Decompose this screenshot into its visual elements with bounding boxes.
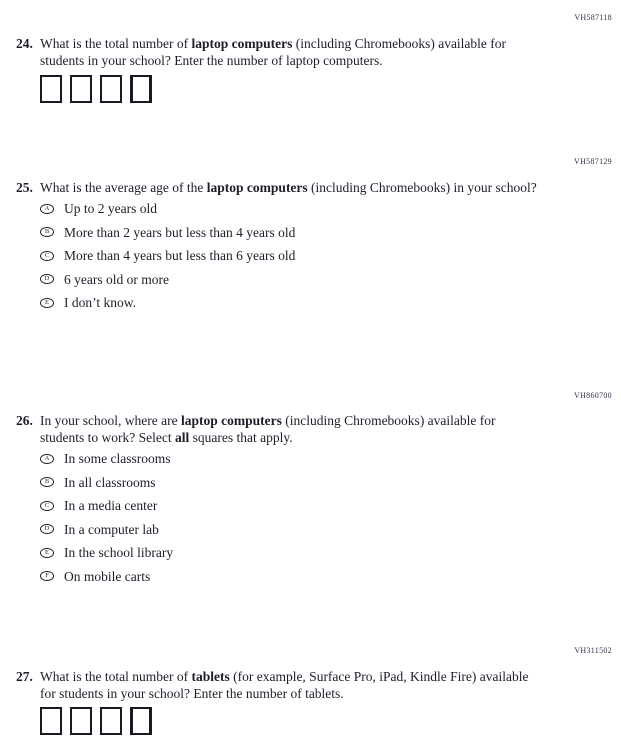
answer-bubble-icon[interactable]: A	[40, 454, 54, 464]
answer-options	[40, 447, 612, 588]
digit-entry-box[interactable]	[130, 707, 152, 735]
question-number: 25.	[16, 180, 33, 195]
answer-bubble-icon[interactable]: E	[40, 548, 54, 558]
question-27	[16, 646, 612, 735]
question-24	[16, 13, 612, 103]
option-row[interactable]	[40, 221, 612, 245]
answer-bubble-icon[interactable]: D	[40, 274, 54, 284]
option-label: In some classrooms	[64, 451, 171, 466]
option-label: On mobile carts	[64, 568, 151, 584]
option-row[interactable]	[40, 565, 612, 589]
option-row[interactable]	[40, 447, 612, 471]
answer-options	[40, 197, 612, 315]
option-row[interactable]	[40, 518, 612, 542]
answer-bubble-icon[interactable]: B	[40, 477, 54, 487]
digit-entry-box[interactable]	[40, 707, 62, 735]
question-number: 26.	[16, 413, 33, 428]
question-number: 27.	[16, 669, 33, 684]
option-label: In a media center	[64, 498, 158, 513]
option-label: 6 years old or more	[64, 271, 169, 287]
option-row[interactable]	[40, 541, 612, 565]
option-label: More than 2 years but less than 4 years old	[64, 224, 296, 240]
number-entry-boxes	[40, 707, 612, 735]
digit-entry-box[interactable]	[100, 707, 122, 735]
digit-entry-box[interactable]	[70, 75, 92, 103]
answer-bubble-icon[interactable]: F	[40, 571, 54, 581]
option-row[interactable]	[40, 197, 612, 221]
option-row[interactable]	[40, 471, 612, 495]
answer-bubble-icon[interactable]: B	[40, 227, 54, 237]
answer-bubble-icon[interactable]: E	[40, 298, 54, 308]
digit-entry-box[interactable]	[100, 75, 122, 103]
answer-bubble-icon[interactable]: A	[40, 204, 54, 214]
option-label: In all classrooms	[64, 474, 156, 490]
digit-entry-box[interactable]	[130, 75, 152, 103]
question-code: VH311502	[574, 646, 612, 655]
question-code: VH587129	[574, 157, 612, 166]
option-label: More than 4 years but less than 6 years old	[64, 248, 296, 263]
question-number: 24.	[16, 36, 33, 51]
option-label: I don’t know.	[64, 295, 136, 310]
question-prompt: What is the total number of laptop computers (including Chromebooks) available for students in your school? Enter the number of laptop computers.	[40, 36, 507, 68]
question-prompt: What is the total number of tablets (for example, Surface Pro, iPad, Kindle Fire) available for students in your school? Enter the number of tablets.	[40, 669, 529, 701]
digit-entry-box[interactable]	[70, 707, 92, 735]
option-label: In a computer lab	[64, 521, 159, 537]
question-code: VH587118	[574, 13, 612, 22]
option-row[interactable]	[40, 268, 612, 292]
question-25	[16, 157, 612, 315]
number-entry-boxes	[40, 75, 612, 103]
question-prompt: In your school, where are laptop computers (including Chromebooks) available for students to work? Select all squares that apply.	[40, 413, 496, 445]
answer-bubble-icon[interactable]: C	[40, 501, 54, 511]
option-row[interactable]	[40, 494, 612, 518]
option-label: In the school library	[64, 545, 174, 560]
answer-bubble-icon[interactable]: C	[40, 251, 54, 261]
question-prompt: What is the average age of the laptop computers (including Chromebooks) in your school?	[40, 180, 537, 195]
option-row[interactable]	[40, 291, 612, 315]
digit-entry-box[interactable]	[40, 75, 62, 103]
question-code: VH860700	[574, 391, 612, 400]
question-26	[16, 391, 612, 588]
answer-bubble-icon[interactable]: D	[40, 524, 54, 534]
option-label: Up to 2 years old	[64, 201, 157, 216]
option-row[interactable]	[40, 244, 612, 268]
